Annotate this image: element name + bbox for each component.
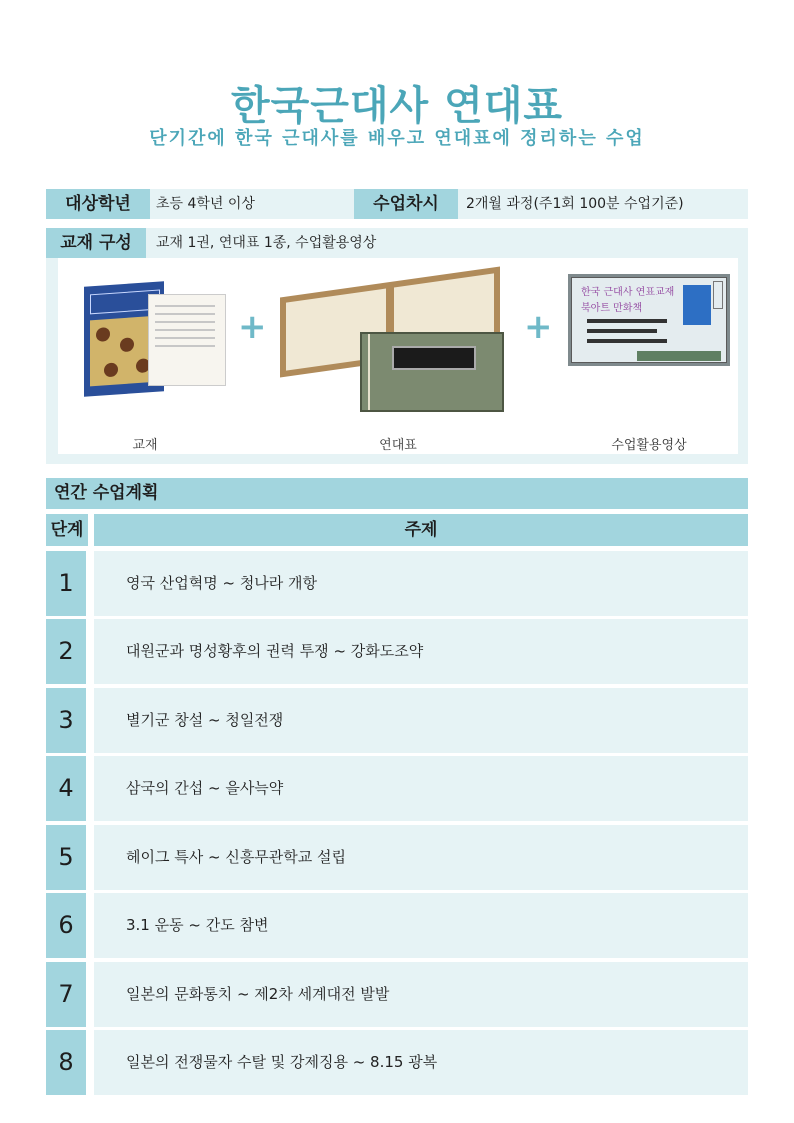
stage-number: 2 — [46, 619, 86, 684]
stage-topic: 3.1 운동 ~ 간도 참변 — [94, 893, 748, 958]
timeline-image — [280, 272, 510, 408]
video-title: 한국 근대사 연표교재 — [581, 287, 675, 298]
stage-number: 1 — [46, 551, 86, 616]
session-value: 2개월 과정(주1회 100분 수업기준) — [466, 196, 684, 212]
page-subtitle: 단기간에 한국 근대사를 배우고 연대표에 정리하는 수업 — [149, 128, 645, 149]
caption-textbook: 교재 — [132, 438, 158, 453]
stage-topic: 영국 산업혁명 ~ 청나라 개항 — [94, 551, 748, 616]
materials-value: 교재 1권, 연대표 1종, 수업활용영상 — [156, 235, 377, 251]
video-thumbnail — [568, 274, 730, 366]
materials-panel — [46, 228, 748, 464]
stage-number: 4 — [46, 756, 86, 821]
stage-topic: 별기군 창설 ~ 청일전쟁 — [94, 688, 748, 753]
target-grade-value: 초등 4학년 이상 — [156, 196, 255, 212]
stage-number: 6 — [46, 893, 86, 958]
stage-topic: 헤이그 특사 ~ 신흥무관학교 설립 — [94, 825, 748, 890]
video-subtitle: 북아트 만화책 — [581, 303, 643, 314]
table-row — [46, 551, 748, 616]
stage-topic: 일본의 문화통치 ~ 제2차 세계대전 발발 — [94, 962, 748, 1027]
page-title: 한국근대사 연대표 — [230, 83, 564, 129]
plus-icon: + — [524, 307, 553, 347]
table-row — [46, 619, 748, 684]
col-topic: 주제 — [94, 514, 748, 546]
session-label: 수업차시 — [354, 189, 458, 219]
materials-label: 교재 구성 — [46, 228, 146, 258]
textbook-image — [84, 284, 224, 394]
table-row — [46, 962, 748, 1027]
caption-video: 수업활용영상 — [611, 438, 687, 453]
stage-topic: 삼국의 간섭 ~ 을사늑약 — [94, 756, 748, 821]
stage-number: 3 — [46, 688, 86, 753]
table-row — [46, 688, 748, 753]
info-bar — [46, 189, 748, 219]
plus-icon: + — [238, 307, 267, 347]
materials-images — [58, 258, 738, 454]
table-row — [46, 825, 748, 890]
plan-title: 연간 수업계획 — [54, 483, 159, 503]
table-row — [46, 1030, 748, 1095]
caption-timeline: 연대표 — [379, 438, 417, 453]
stage-number: 5 — [46, 825, 86, 890]
target-grade-label: 대상학년 — [46, 189, 150, 219]
plan-header — [46, 478, 748, 509]
table-row — [46, 756, 748, 821]
stage-number: 8 — [46, 1030, 86, 1095]
stage-number: 7 — [46, 962, 86, 1027]
col-stage: 단계 — [46, 514, 88, 546]
stage-topic: 대원군과 명성황후의 권력 투쟁 ~ 강화도조약 — [94, 619, 748, 684]
stage-topic: 일본의 전쟁물자 수탈 및 강제징용 ~ 8.15 광복 — [94, 1030, 748, 1095]
table-row — [46, 893, 748, 958]
